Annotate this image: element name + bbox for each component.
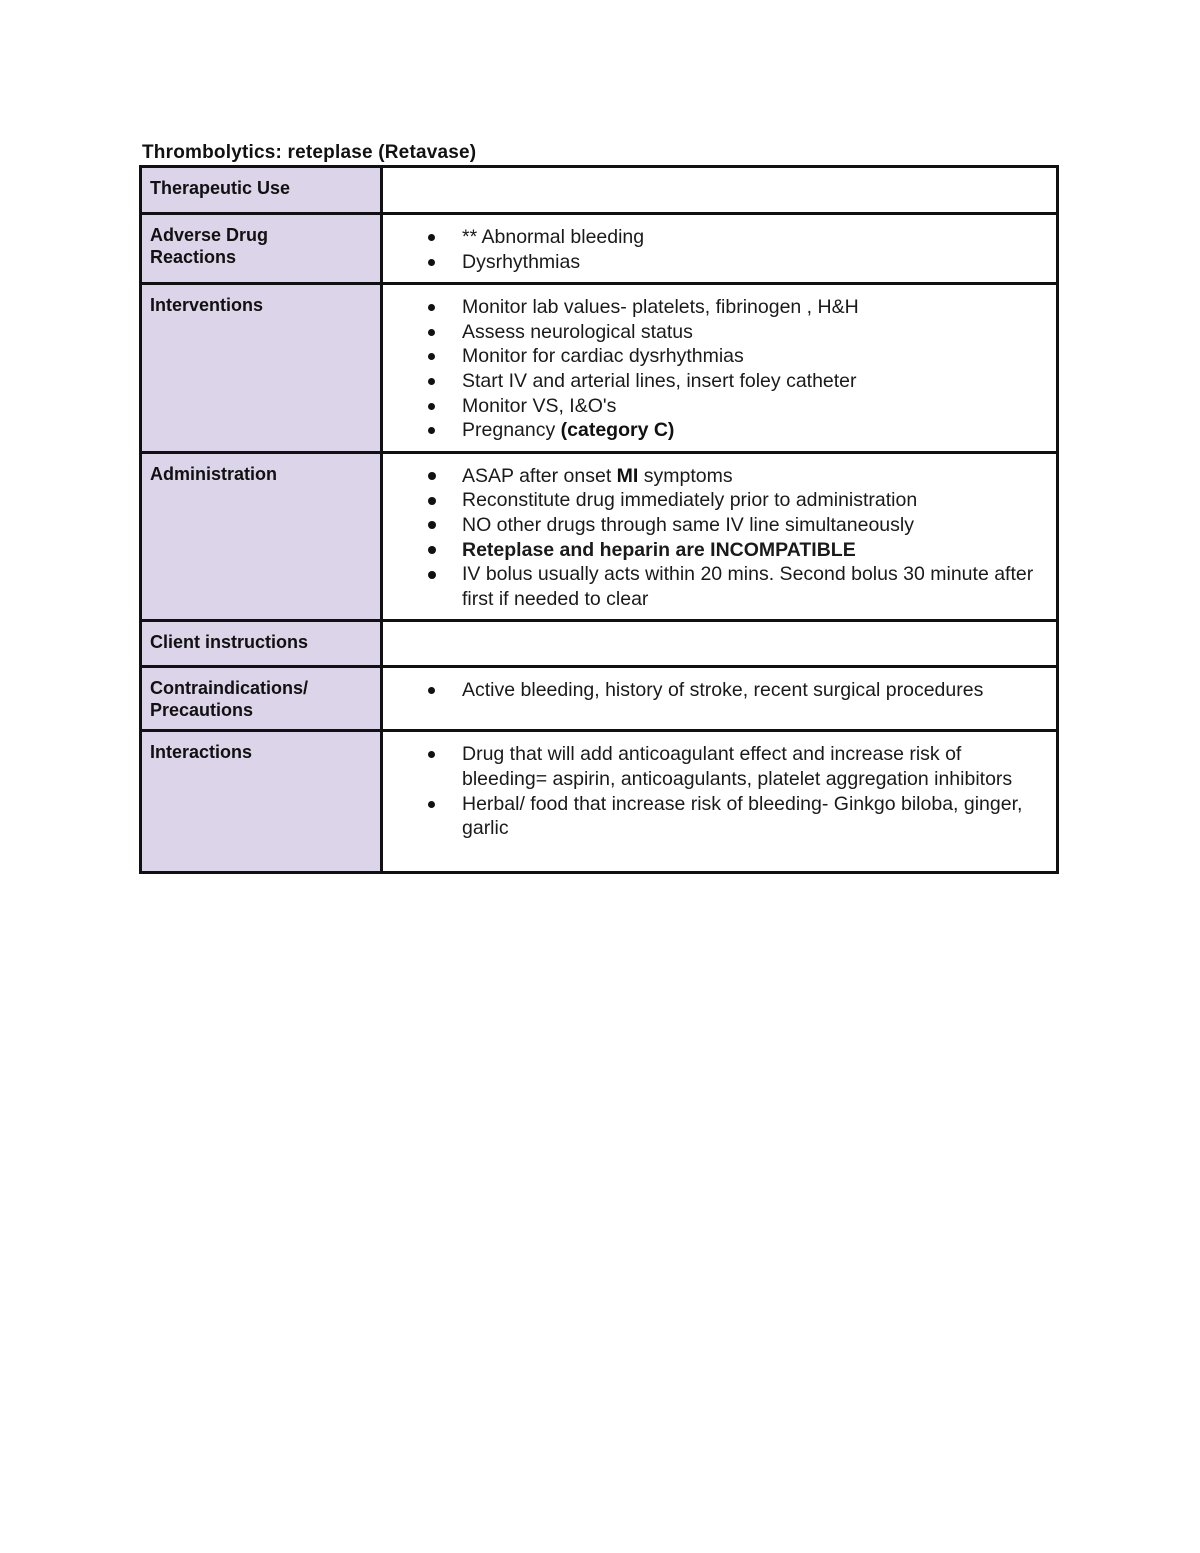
table-row-client-instructions — [141, 621, 1058, 667]
content-cell-interventions — [382, 284, 1058, 453]
label-cell — [141, 731, 382, 873]
item-suffix: symptoms — [638, 464, 733, 487]
list-item: Active bleeding, history of stroke, recent surgical procedures — [383, 678, 1044, 703]
list-item: NO other drugs through same IV line simultaneously — [383, 513, 1044, 538]
list-item-bold: Reteplase and heparin are INCOMPATIBLE — [383, 538, 1044, 563]
content-cell-adverse-reactions — [382, 214, 1058, 284]
label-cell — [141, 621, 382, 667]
label-cell — [141, 214, 382, 284]
list-item: Monitor lab values- platelets, fibrinogen , H&H — [383, 295, 1044, 320]
list-item: Start IV and arterial lines, insert foley catheter — [383, 369, 1044, 394]
bullet-list — [383, 668, 1056, 711]
drug-info-table — [139, 165, 1059, 874]
content-cell-contraindications — [382, 667, 1058, 731]
label-cell — [141, 167, 382, 214]
list-item: Drug that will add anticoagulant effect and increase risk of bleeding= aspirin, anticoagulants, platelet aggregation inhibitors — [383, 742, 1044, 791]
pregnancy-category: (category C) — [560, 419, 675, 442]
content-cell-therapeutic-use — [382, 167, 1058, 214]
bullet-list — [383, 732, 1056, 848]
row-label-therapeutic-use: Therapeutic Use — [150, 178, 291, 198]
list-item: Reconstitute drug immediately prior to administration — [383, 488, 1044, 513]
row-label-adverse-reactions — [142, 215, 380, 268]
bullet-list — [383, 454, 1056, 620]
table-row-administration — [141, 452, 1058, 621]
content-cell-client-instructions — [382, 621, 1058, 667]
table-row-interventions — [141, 284, 1058, 453]
list-item: Herbal/ food that increase risk of bleeding- Ginkgo biloba, ginger, garlic — [383, 792, 1044, 841]
label-line: Contraindications/ — [150, 678, 309, 699]
list-item: Monitor VS, I&O's — [383, 394, 1044, 419]
list-item — [383, 464, 1044, 489]
item-bold: MI — [616, 464, 639, 487]
list-item: Monitor for cardiac dysrhythmias — [383, 344, 1044, 369]
table-row-adverse-reactions — [141, 214, 1058, 284]
row-label-administration: Administration — [150, 463, 278, 484]
label-line: Precautions — [150, 700, 254, 721]
document-title: Thrombolytics: reteplase (Retavase) — [142, 142, 477, 163]
bullet-list — [383, 285, 1056, 451]
content-cell-interactions — [382, 731, 1058, 873]
label-cell — [141, 667, 382, 731]
list-item: Dysrhythmias — [383, 250, 1044, 275]
item-prefix: ASAP after onset — [462, 464, 617, 487]
bullet-list — [383, 215, 1056, 282]
row-label-client-instructions: Client instructions — [150, 632, 309, 653]
row-label-contraindications — [142, 668, 380, 721]
table-row-interactions — [141, 731, 1058, 873]
list-item — [383, 418, 1044, 443]
table-row-contraindications — [141, 667, 1058, 731]
content-cell-administration — [382, 452, 1058, 621]
label-line: Adverse Drug — [150, 225, 269, 245]
label-cell — [141, 452, 382, 621]
list-item: ** Abnormal bleeding — [383, 225, 1044, 250]
label-line: Reactions — [150, 247, 237, 267]
row-label-interactions: Interactions — [150, 742, 253, 763]
label-cell — [141, 284, 382, 453]
list-item: IV bolus usually acts within 20 mins. Second bolus 30 minute after first if needed to clear — [383, 562, 1044, 611]
pregnancy-prefix: Pregnancy — [462, 419, 561, 442]
table-row-therapeutic-use — [141, 167, 1058, 214]
row-label-interventions: Interventions — [150, 295, 264, 316]
list-item: Assess neurological status — [383, 320, 1044, 345]
